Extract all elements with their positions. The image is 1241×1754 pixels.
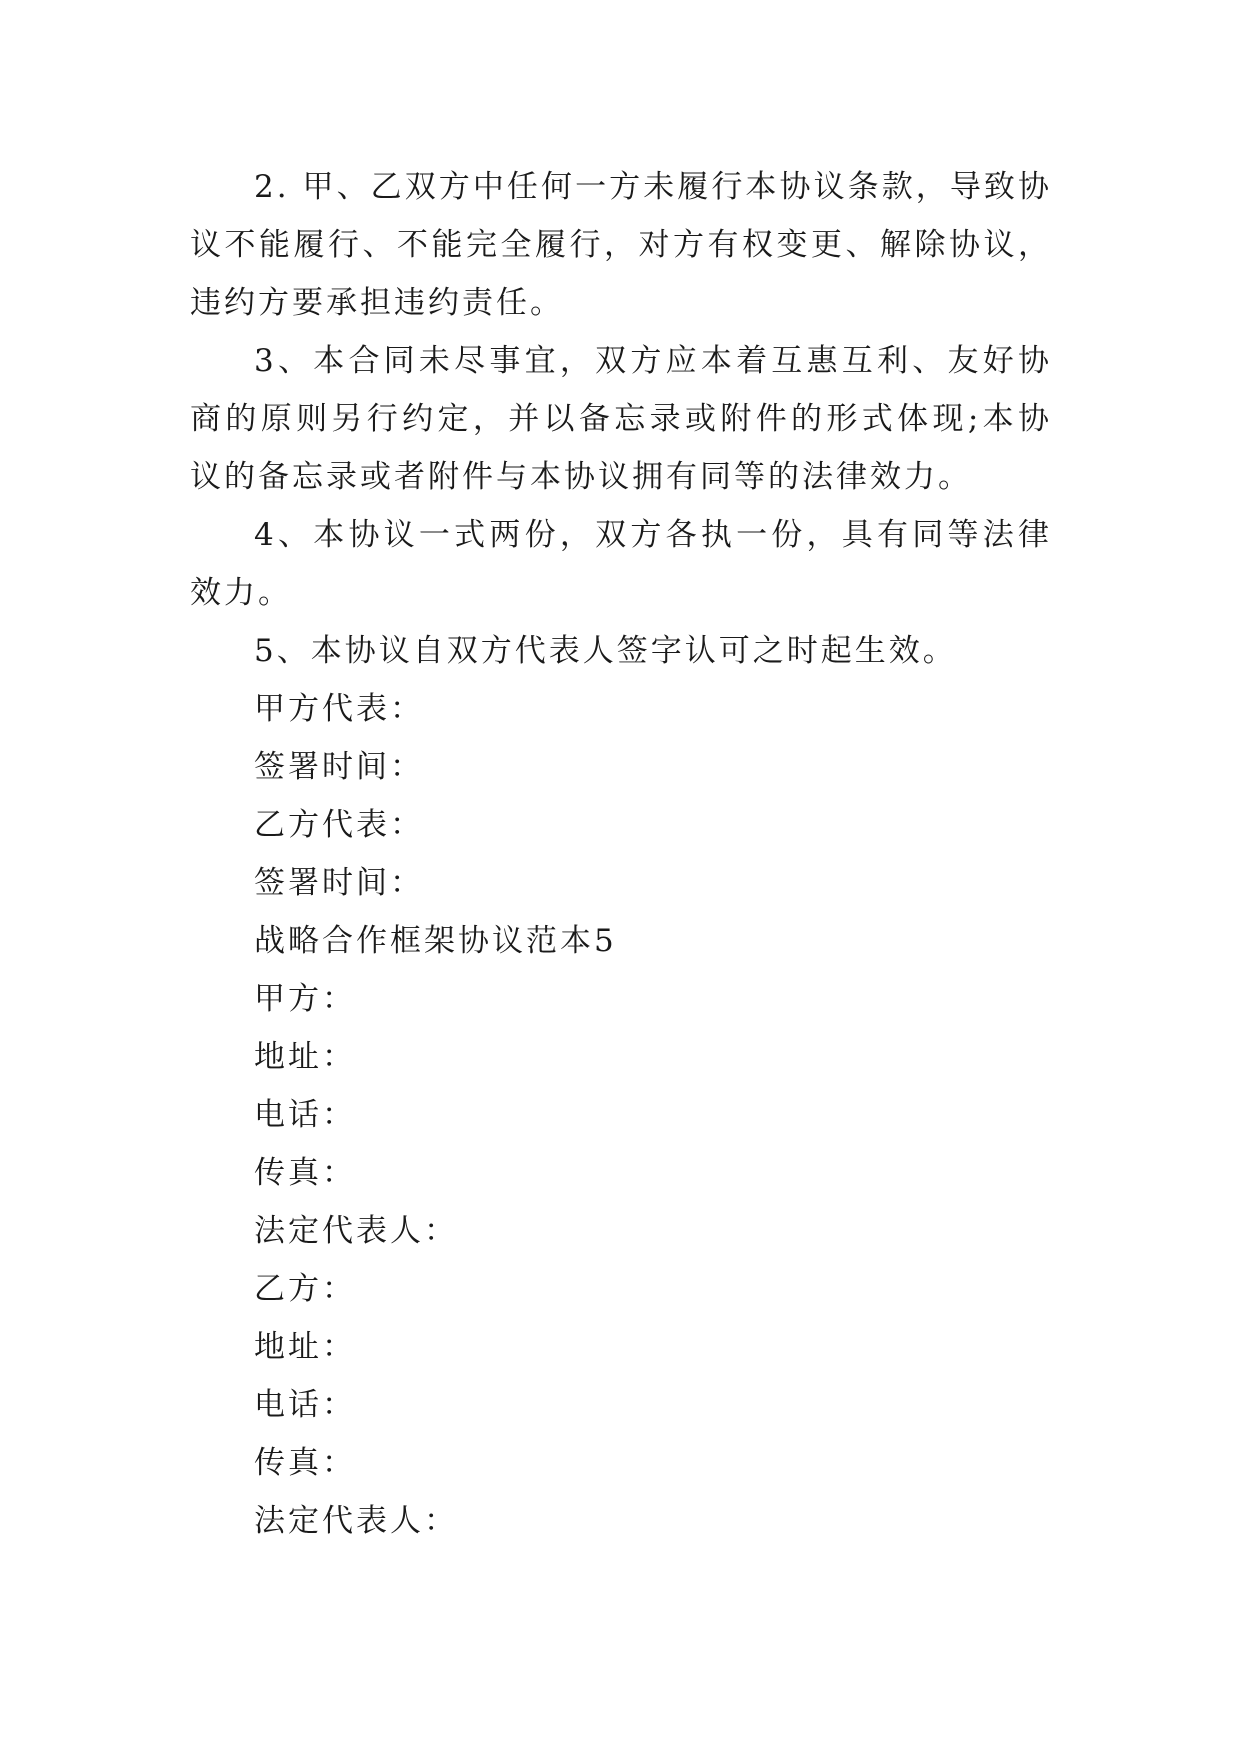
party-a-sign-date-label: 签署时间： <box>254 749 424 785</box>
party-b-legal-rep-label: 法定代表人： <box>254 1503 458 1539</box>
party-a-address-label: 地址： <box>254 1039 356 1075</box>
template-heading: 战略合作框架协议范本5 <box>254 923 617 959</box>
party-b-label: 乙方： <box>254 1271 356 1307</box>
clause-paragraph-4: 4、本协议一式两份，双方各执一份，具有同等法律效力。 <box>190 517 1052 611</box>
party-a-fax-label: 传真： <box>254 1155 356 1191</box>
party-a-label: 甲方： <box>254 981 356 1017</box>
clause-line-5: 5、本协议自双方代表人签字认可之时起生效。 <box>254 633 957 669</box>
party-b-address-label: 地址： <box>254 1329 356 1365</box>
party-b-phone-label: 电话： <box>254 1387 356 1423</box>
party-b-sign-date-label: 签署时间： <box>254 865 424 901</box>
party-b-fax-label: 传真： <box>254 1445 356 1481</box>
clause-paragraph-2: 2. 甲、乙双方中任何一方未履行本协议条款，导致协议不能履行、不能完全履行，对方有权变更、解除协议，违约方要承担违约责任。 <box>190 169 1052 321</box>
party-b-representative-label: 乙方代表： <box>254 807 424 843</box>
clause-paragraph-3: 3、本合同未尽事宜，双方应本着互惠互利、友好协商的原则另行约定，并以备忘录或附件的形式体现;本协议的备忘录或者附件与本协议拥有同等的法律效力。 <box>190 343 1052 495</box>
party-a-phone-label: 电话： <box>254 1097 356 1133</box>
document-page <box>190 158 1052 1550</box>
party-a-legal-rep-label: 法定代表人： <box>254 1213 458 1249</box>
party-a-representative-label: 甲方代表： <box>254 691 424 727</box>
